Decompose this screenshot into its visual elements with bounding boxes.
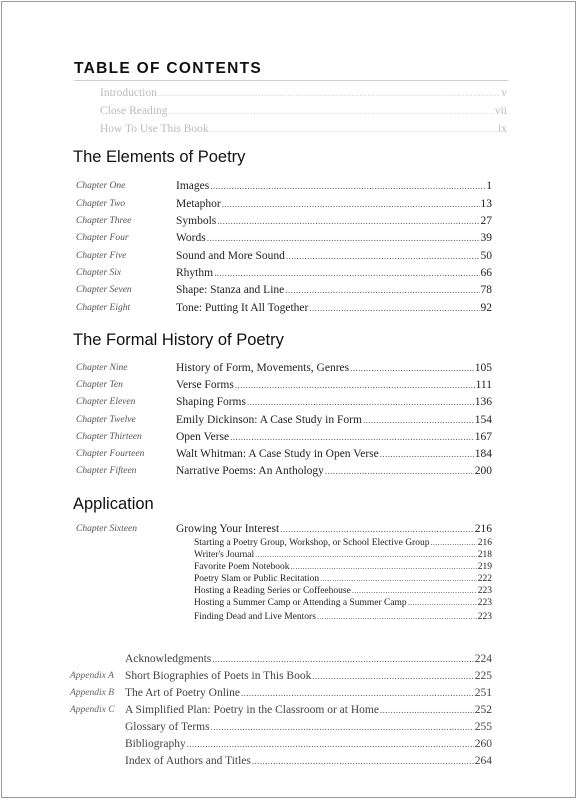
toc-entry-chapter[interactable] — [76, 447, 492, 461]
page-number: 39 — [480, 232, 492, 244]
entry-title: Acknowledgments — [125, 653, 212, 665]
entry-title: The Art of Poetry Online — [125, 687, 240, 699]
page-number: 260 — [474, 738, 492, 750]
page-number: 136 — [474, 396, 492, 408]
page-number: 252 — [474, 704, 492, 716]
toc-subentry[interactable] — [194, 537, 492, 549]
entry-title: Hosting a Summer Camp or Attending a Summer Camp — [194, 598, 407, 608]
chapter-label: Chapter Nine — [76, 363, 128, 373]
chapter-label: Chapter One — [76, 181, 126, 191]
chapter-label: Chapter Four — [76, 233, 129, 243]
dot-leader — [187, 737, 474, 751]
toc-entry-chapter[interactable] — [76, 197, 492, 211]
page-number: ix — [498, 123, 507, 135]
chapter-label: Chapter Eleven — [76, 397, 136, 407]
dot-leader — [325, 464, 474, 478]
section-title: The Formal History of Poetry — [73, 331, 284, 349]
toc-entry-chapter[interactable] — [76, 266, 492, 280]
entry-title: Emily Dickinson: A Case Study in Form — [176, 414, 362, 426]
toc-entry-chapter[interactable] — [76, 214, 492, 228]
entry-title: How To Use This Book — [100, 123, 209, 135]
chapter-label: Chapter Fifteen — [76, 466, 137, 476]
dot-leader — [214, 266, 479, 280]
toc-entry-chapter[interactable] — [76, 522, 492, 536]
page-number: vii — [494, 105, 507, 117]
entry-title: History of Form, Movements, Genres — [176, 362, 350, 374]
page-number: 1 — [486, 180, 492, 192]
toc-entry-chapter[interactable] — [76, 231, 492, 245]
toc-entry-back-matter[interactable] — [70, 669, 492, 683]
entry-title: Bibliography — [125, 738, 186, 750]
toc-entry-back-matter[interactable] — [70, 686, 492, 700]
appendix-label: Appendix B — [70, 688, 115, 698]
dot-leader — [320, 573, 477, 585]
page-number: v — [501, 87, 507, 99]
page-number: 78 — [480, 284, 492, 296]
toc-subentry[interactable] — [194, 611, 492, 623]
page-number: 27 — [480, 215, 492, 227]
chapter-label: Chapter Sixteen — [76, 524, 137, 534]
page-number: 223 — [477, 598, 492, 608]
toc-entry-chapter[interactable] — [76, 179, 492, 193]
dot-leader — [235, 378, 475, 392]
dot-leader — [230, 430, 474, 444]
entry-title: Growing Your Interest — [176, 523, 280, 535]
entry-title: Hosting a Reading Series or Coffeehouse — [194, 586, 351, 596]
dot-leader — [317, 611, 477, 623]
dot-leader — [312, 669, 473, 683]
toc-entry-back-matter[interactable] — [125, 652, 492, 666]
page-number: 184 — [474, 448, 492, 460]
page-title: TABLE OF CONTENTS — [74, 60, 262, 77]
dot-leader — [211, 720, 474, 734]
dot-leader — [241, 686, 474, 700]
entry-title: Writer's Journal — [194, 550, 255, 560]
dot-leader — [430, 537, 476, 549]
toc-entry-chapter[interactable] — [76, 430, 492, 444]
entry-title: Images — [176, 180, 210, 192]
toc-entry-chapter[interactable] — [76, 464, 492, 478]
dot-leader — [207, 231, 480, 245]
toc-entry-front-matter[interactable] — [100, 122, 507, 136]
page-number: 264 — [474, 755, 492, 767]
dot-leader — [255, 549, 477, 561]
entry-title: Words — [176, 232, 206, 244]
toc-subentry[interactable] — [194, 561, 492, 573]
chapter-label: Chapter Twelve — [76, 415, 136, 425]
toc-entry-back-matter[interactable] — [70, 703, 492, 717]
toc-subentry[interactable] — [194, 597, 492, 609]
section-title: Application — [73, 495, 154, 513]
chapter-label: Chapter Six — [76, 268, 122, 278]
appendix-label: Appendix A — [70, 671, 114, 681]
dot-leader — [210, 179, 485, 193]
page-number: 50 — [480, 250, 492, 262]
entry-title: Poetry Slam or Public Recitation — [194, 574, 320, 584]
entry-title: Tone: Putting It All Together — [176, 302, 309, 314]
entry-title: Sound and More Sound — [176, 250, 285, 262]
page-number: 200 — [474, 465, 492, 477]
dot-leader — [309, 301, 479, 315]
dot-leader — [252, 754, 474, 768]
entry-title: Symbols — [176, 215, 217, 227]
appendix-label: Appendix C — [70, 705, 115, 715]
toc-entry-chapter[interactable] — [76, 395, 492, 409]
page-number: 224 — [474, 653, 492, 665]
entry-title: Starting a Poetry Group, Workshop, or School Elective Group — [194, 538, 430, 548]
dot-leader — [212, 652, 474, 666]
toc-entry-chapter[interactable] — [76, 249, 492, 263]
dot-leader — [408, 597, 477, 609]
entry-title: Introduction — [100, 87, 157, 99]
toc-entry-chapter[interactable] — [76, 413, 492, 427]
entry-title: Shaping Forms — [176, 396, 246, 408]
toc-entry-front-matter[interactable] — [100, 86, 507, 100]
chapter-label: Chapter Ten — [76, 380, 123, 390]
dot-leader — [158, 86, 500, 100]
chapter-label: Chapter Three — [76, 216, 132, 226]
entry-title: Short Biographies of Poets in This Book — [125, 670, 312, 682]
entry-title: Metaphor — [176, 198, 221, 210]
toc-entry-chapter[interactable] — [76, 378, 492, 392]
entry-title: Narrative Poems: An Anthology — [176, 465, 324, 477]
dot-leader — [350, 361, 474, 375]
page-number: 13 — [480, 198, 492, 210]
toc-entry-chapter[interactable] — [76, 361, 492, 375]
toc-subentry[interactable] — [194, 585, 492, 597]
page-number: 66 — [480, 267, 492, 279]
dot-leader — [363, 413, 474, 427]
entry-title: Favorite Poem Notebook — [194, 562, 290, 572]
toc-subentry[interactable] — [194, 573, 492, 585]
dot-leader — [380, 703, 474, 717]
dot-leader — [168, 104, 493, 118]
dot-leader — [286, 249, 480, 263]
page-number: 154 — [474, 414, 492, 426]
toc-entry-back-matter[interactable] — [125, 720, 492, 734]
dot-leader — [291, 561, 477, 573]
chapter-label: Chapter Eight — [76, 303, 131, 313]
entry-title: Close Reading — [100, 105, 168, 117]
dot-leader — [352, 585, 477, 597]
page-number: 167 — [474, 431, 492, 443]
page-number: 255 — [474, 721, 492, 733]
page-number: 219 — [477, 562, 492, 572]
section-title: The Elements of Poetry — [73, 148, 246, 166]
chapter-label: Chapter Fourteen — [76, 449, 145, 459]
title-divider — [74, 80, 508, 81]
page-number: 216 — [477, 538, 492, 548]
entry-title: Walt Whitman: A Case Study in Open Verse — [176, 448, 379, 460]
toc-entry-back-matter[interactable] — [125, 754, 492, 768]
page-number: 111 — [475, 379, 492, 391]
entry-title: Index of Authors and Titles — [125, 755, 251, 767]
entry-title: A Simplified Plan: Poetry in the Classroom or at Home — [125, 704, 379, 716]
dot-leader — [280, 522, 474, 536]
page-number: 222 — [477, 574, 492, 584]
dot-leader — [247, 395, 474, 409]
entry-title: Finding Dead and Live Mentors — [194, 612, 316, 622]
entry-title: Verse Forms — [176, 379, 234, 391]
toc-entry-chapter[interactable] — [76, 283, 492, 297]
page-number: 225 — [474, 670, 492, 682]
dot-leader — [222, 197, 480, 211]
dot-leader — [217, 214, 479, 228]
chapter-label: Chapter Thirteen — [76, 432, 142, 442]
page-number: 251 — [474, 687, 492, 699]
entry-title: Rhythm — [176, 267, 214, 279]
dot-leader — [285, 283, 479, 297]
entry-title: Glossary of Terms — [125, 721, 210, 733]
chapter-label: Chapter Seven — [76, 285, 132, 295]
toc-entry-front-matter[interactable] — [100, 104, 507, 118]
page-number: 218 — [477, 550, 492, 560]
entry-title: Shape: Stanza and Line — [176, 284, 285, 296]
toc-entry-chapter[interactable] — [76, 301, 492, 315]
chapter-label: Chapter Five — [76, 251, 127, 261]
toc-entry-back-matter[interactable] — [125, 737, 492, 751]
page-number: 223 — [477, 612, 492, 622]
entry-title: Open Verse — [176, 431, 230, 443]
toc-subentry[interactable] — [194, 549, 492, 561]
page-number: 105 — [474, 362, 492, 374]
dot-leader — [210, 122, 497, 136]
dot-leader — [380, 447, 474, 461]
page-number: 92 — [480, 302, 492, 314]
page-number: 216 — [474, 523, 492, 535]
page-number: 223 — [477, 586, 492, 596]
chapter-label: Chapter Two — [76, 199, 126, 209]
